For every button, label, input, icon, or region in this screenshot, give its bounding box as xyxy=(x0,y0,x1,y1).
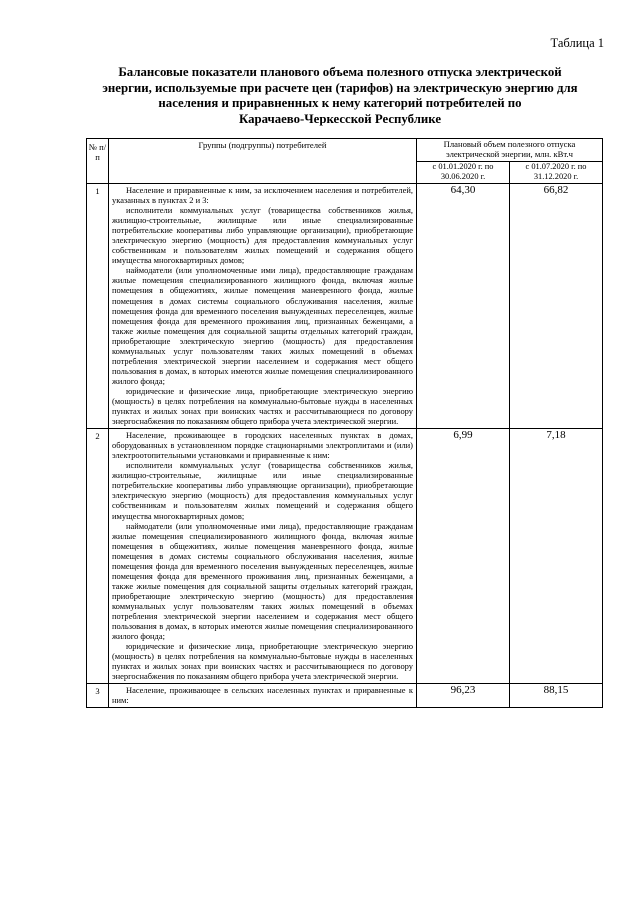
header-groups: Группы (подгруппы) потребителей xyxy=(109,139,417,184)
description-paragraph: наймодатели (или уполномоченные ими лица), предоставляющие гражданам жилые помещения специализированного жилищного фонда, включая жилые помещения в общежитиях, жилые помещения маневренного фонда, жилые помещения в домах системы социального обслуживания населения, жилые помещения фонда для временного поселения вынужденных переселенцев, жилые помещения фонда для временного проживания лиц, признанных беженцами, а также жилые помещения для социальной защиты отдельных категорий граждан, приобретающие электрическую энергию (мощность) для предоставления коммунальных услуг пользователям таких жилых помещений в объемах потребления электрической энергии населением и содержания мест общего пользования в домах, в которых имеются жилые помещения специализированного жилого фонда; xyxy=(112,520,413,642)
value-period-2: 66,82 xyxy=(510,184,603,429)
description-paragraph: исполнители коммунальных услуг (товарищества собственников жилья, жилищно-строительные, жилищные или иные специализированные потребительские кооперативы либо управляющие организации), приобретающие электрическую энергию (мощность) для предоставления коммунальных услуг собственникам и пользователям жилых помещений и содержания общего имущества многоквартирных домов; xyxy=(112,460,413,521)
header-period-1: с 01.01.2020 г. по 30.06.2020 г. xyxy=(417,162,510,184)
table-label: Таблица 1 xyxy=(550,36,604,50)
row-description xyxy=(109,184,417,429)
description-paragraph: исполнители коммунальных услуг (товарищества собственников жилья, жилищно-строительные, жилищные или иные специализированные потребительские кооперативы либо управляющие организации), приобретающие электрическую энергию (мощность) для предоставления коммунальных услуг собственникам и пользователям жилых помещений и содержания общего имущества многоквартирных домов; xyxy=(112,205,413,266)
table-row xyxy=(87,684,603,708)
description-paragraph: наймодатели (или уполномоченные ими лица), предоставляющие гражданам жилые помещения специализированного жилищного фонда, включая жилые помещения в общежитиях, жилые помещения маневренного фонда, жилые помещения в домах системы социального обслуживания населения, жилые помещения фонда для временного поселения вынужденных переселенцев, жилые помещения фонда для временного проживания лиц, признанных беженцами, а также жилые помещения для социальной защиты отдельных категорий граждан, приобретающие электрическую энергию (мощность) для предоставления коммунальных услуг пользователям таких жилых помещений в объемах потребления электрической энергии населением и содержания мест общего пользования в домах, в которых имеются жилые помещения специализированного жилого фонда; xyxy=(112,265,413,386)
title-line: Карачаево-Черкесской Республике xyxy=(238,111,442,126)
value-period-1: 96,23 xyxy=(417,684,510,708)
header-period-2: с 01.07.2020 г. по 31.12.2020 г. xyxy=(510,162,603,184)
row-number: 3 xyxy=(87,684,109,708)
value-period-2: 88,15 xyxy=(510,684,603,708)
title-line: населения и приравненных к нему категорий потребителей по xyxy=(158,96,522,110)
description-paragraph: юридические и физические лица, приобретающие электрическую энергию (мощность) в целях потребления на коммунально-бытовые нужды в населенных пунктах и жилых зонах при воинских частях и рассчитывающиеся по договору энергоснабжения по показаниям общего прибора учета электрической энергии. xyxy=(112,385,413,427)
header-num: № п/п xyxy=(87,139,109,184)
row-description xyxy=(109,684,417,708)
table-row xyxy=(87,184,603,429)
value-period-1: 6,99 xyxy=(417,429,510,684)
row-description xyxy=(109,429,417,684)
title-line: энергии, используемые при расчете цен (тарифов) на электрическую энергию для xyxy=(102,80,578,95)
header-plan: Плановый объем полезного отпуска электрической энергии, млн. кВт.ч xyxy=(417,139,603,162)
balance-table xyxy=(86,138,603,708)
description-paragraph: Население и приравненные к ним, за исключением населения и потребителей, указанных в пунктах 2 и 3: xyxy=(112,185,413,206)
title-line: Балансовые показатели планового объема полезного отпуска электрической xyxy=(118,65,562,79)
value-period-2: 7,18 xyxy=(510,429,603,684)
row-number: 1 xyxy=(87,184,109,429)
table-row xyxy=(87,429,603,684)
row-number: 2 xyxy=(87,429,109,684)
description-paragraph: Население, проживающее в сельских населенных пунктах и приравненные к ним: xyxy=(112,685,413,706)
description-paragraph: Население, проживающее в городских населенных пунктах в домах, оборудованных в установленном порядке стационарными электроплитами и (или) электроотопительными установками и приравненные к ним: xyxy=(112,430,413,461)
value-period-1: 64,30 xyxy=(417,184,510,429)
description-paragraph: юридические и физические лица, приобретающие электрическую энергию (мощность) в целях потребления на коммунально-бытовые нужды в населенных пунктах и жилых зонах при воинских частях и рассчитывающиеся по договору энергоснабжения по показаниям общего прибора учета электрической энергии. xyxy=(112,641,413,682)
document-title xyxy=(80,65,600,127)
